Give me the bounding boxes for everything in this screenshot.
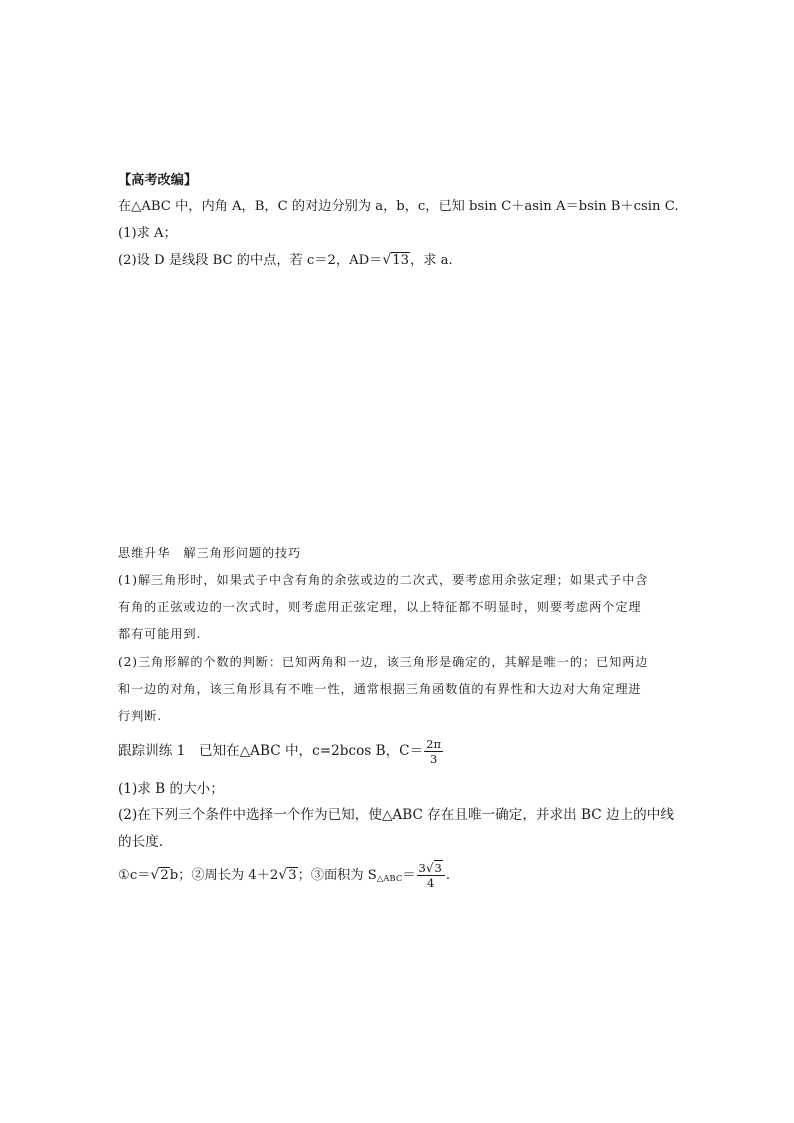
tips-title: 思维升华 解三角形问题的技巧 — [118, 546, 302, 560]
area-denominator: 4 — [427, 876, 435, 890]
area-subscript: △ABC — [376, 874, 403, 884]
tips-p2-line-2: 和一边的对角，该三角形具有不唯一性，通常根据三角函数值的有界性和大边对大角定理进 — [118, 682, 642, 696]
exercise-q2-line-1: (2)在下列三个条件中选择一个作为已知，使△ABC 存在且唯一确定，并求出 BC 边上的中线 — [118, 807, 674, 823]
part2-text: (2)设 D 是线段 BC 的中点，若 c＝2，AD＝ — [118, 253, 383, 268]
sqrt-13-radicand: 13 — [392, 253, 410, 268]
problem-statement: 在△ABC 中，内角 A，B，C 的对边分别为 a，b，c，已知 bsin C＋asin A＝bsin B＋csin C. — [118, 199, 679, 214]
section-label: 【高考改编】 — [118, 173, 198, 188]
exercise-q2-line-2: 的长度. — [118, 834, 164, 850]
sqrt-13: √13 — [382, 252, 410, 268]
tips-p2-line-3: 行判断. — [118, 709, 163, 723]
problem-part-1: (1)求 A； — [118, 226, 177, 241]
sqrt-3-area: √3 — [425, 861, 442, 875]
area-num-coef: 3 — [418, 861, 426, 875]
fraction-denominator: 3 — [429, 752, 438, 766]
exercise-conditions — [118, 861, 450, 890]
sqrt-3-radicand: 3 — [288, 868, 297, 883]
fraction-area — [417, 861, 445, 890]
tips-p1-line-2: 有角的正弦或边的一次式时，则考虑用正弦定理，以上特征都不明显时，则要考虑两个定理 — [118, 600, 642, 614]
sqrt-2-radicand: 2 — [160, 868, 169, 883]
equals-sign: ＝ — [402, 868, 416, 883]
cond-2-text: b；②周长为 4＋2 — [169, 868, 279, 883]
area-numerator — [417, 861, 445, 876]
tips-p1-line-3: 都有可能用到. — [118, 627, 202, 641]
tips-p2-line-1: (2)三角形解的个数的判断：已知两角和一边，该三角形是确定的，其解是唯一的；已知两边 — [118, 655, 649, 669]
cond-3-text: ；③面积为 S — [297, 868, 377, 883]
exercise-title-text: 跟踪训练 1 已知在△ABC 中，c=2bcos B，C＝ — [118, 743, 424, 759]
exercise-q1: (1)求 B 的大小； — [118, 781, 224, 797]
fraction-numerator: 2π — [426, 737, 442, 751]
cond-1-text: ①c＝ — [118, 868, 151, 883]
sqrt-3-area-radicand: 3 — [434, 861, 442, 875]
problem-part-2 — [118, 251, 453, 270]
tips-p1-line-1: (1)解三角形时，如果式子中含有角的余弦或边的二次式，要考虑用余弦定理；如果式子中含 — [118, 573, 649, 587]
fraction-2pi-over-3 — [424, 737, 443, 766]
sqrt-2: √2 — [150, 867, 169, 883]
end-period: . — [445, 868, 451, 883]
exercise-title — [118, 737, 444, 766]
sqrt-3: √3 — [278, 867, 297, 883]
part2-tail: ，求 a. — [410, 253, 453, 268]
